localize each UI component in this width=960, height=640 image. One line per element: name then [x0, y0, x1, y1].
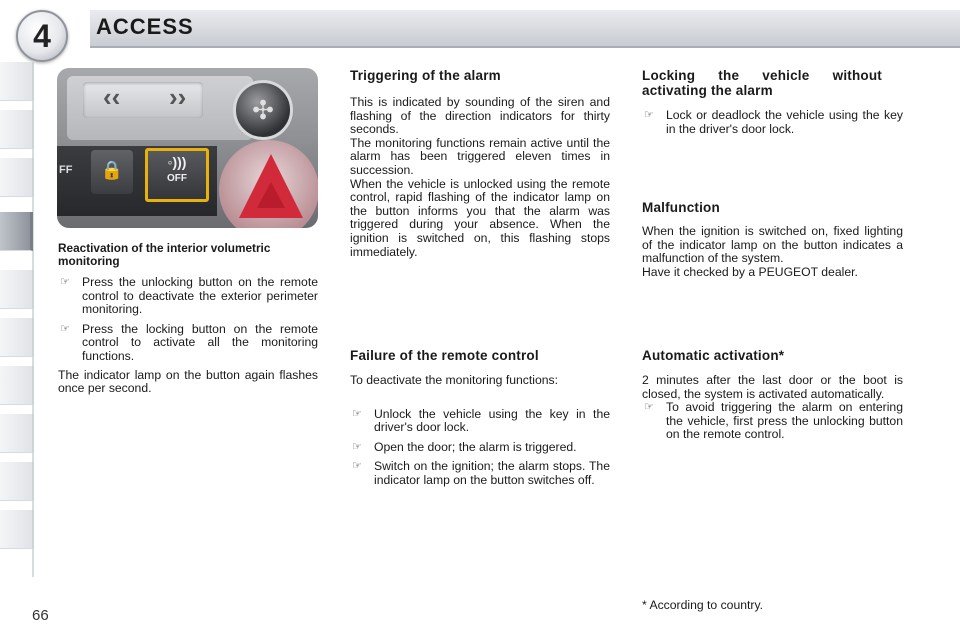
pointing-hand-icon: ☞: [352, 440, 362, 453]
chapter-tab-4-active[interactable]: [0, 212, 33, 251]
chapter-tab-10[interactable]: [0, 510, 34, 549]
malfunction-section: [642, 200, 903, 279]
malfunction-paragraph-1: When the ignition is switched on, fixed lighting of the indicator lamp on the button indicates a malfunction of the system.: [642, 224, 903, 266]
chapter-title: ACCESS: [96, 14, 194, 39]
chapter-tab-2[interactable]: [0, 110, 34, 149]
list-item: [350, 441, 610, 455]
left-arrow-icon: ‹‹: [103, 82, 121, 112]
chapter-tab-1[interactable]: [0, 62, 34, 101]
automatic-activation-section: [642, 348, 903, 442]
footnote: * According to country.: [642, 598, 764, 612]
bullet-text: Open the door; the alarm is triggered.: [374, 439, 577, 454]
alarm-off-label: OFF: [167, 173, 187, 184]
header-bar: [64, 10, 960, 48]
alarm-wave-icon: ◦))): [167, 154, 187, 170]
chapter-tab-9[interactable]: [0, 462, 34, 501]
list-item: [642, 401, 903, 442]
pointing-hand-icon: ☞: [60, 276, 70, 288]
right-arrow-icon: ››: [169, 82, 187, 112]
chapter-tab-3[interactable]: [0, 158, 34, 197]
automatic-activation-paragraph: 2 minutes after the last door or the boot is closed, the system is activated automatically.: [642, 373, 903, 401]
triggering-heading: Triggering of the alarm: [350, 68, 501, 83]
ff-label: FF: [59, 164, 73, 176]
malfunction-heading: Malfunction: [642, 200, 720, 215]
chapter-tab-5[interactable]: [0, 270, 34, 309]
triggering-paragraph-1: This is indicated by sounding of the siren and flashing of the direction indicators for thirty seconds.: [350, 95, 610, 137]
pointing-hand-icon: ☞: [644, 401, 654, 414]
list-item: [350, 408, 610, 435]
pointing-hand-icon: ☞: [60, 322, 70, 335]
fan-icon: ✣: [252, 95, 274, 125]
page-header: [0, 0, 960, 62]
reactivation-section: [58, 242, 318, 396]
malfunction-paragraph-2: Have it checked by a PEUGEOT dealer.: [642, 264, 858, 279]
locking-without-alarm-section: [642, 68, 903, 136]
dashboard-photo: [57, 68, 318, 228]
bullet-text: Press the unlocking button on the remote control to deactivate the exterior perimeter monitoring.: [82, 275, 318, 317]
list-item: [642, 109, 903, 136]
reactivation-note: The indicator lamp on the button again flashes once per second.: [58, 367, 318, 396]
bullet-text: Unlock the vehicle using the key in the driver's door lock.: [374, 406, 610, 435]
reactivation-heading: Reactivation of the interior volumetric monitoring: [58, 241, 271, 268]
bullet-text: To avoid triggering the alarm on entering the vehicle, first press the unlocking button on the remote control.: [666, 400, 903, 442]
pointing-hand-icon: ☞: [352, 407, 362, 420]
remote-failure-intro: To deactivate the monitoring functions:: [350, 373, 558, 387]
lock-button: [91, 150, 133, 194]
triggering-paragraph-3: When the vehicle is unlocked using the remote control, rapid flashing of the indicator lamp on the button informs you that the alarm was triggered during your absence. When the ignition is switched on, this flashing stops immediately.: [350, 176, 610, 259]
pointing-hand-icon: ☞: [644, 109, 654, 121]
list-item: [58, 276, 318, 317]
chapter-tab-6[interactable]: [0, 318, 34, 357]
chapter-tab-7[interactable]: [0, 366, 34, 405]
locking-heading: Locking the vehicle without activating the alarm: [642, 68, 882, 98]
alarm-off-button: [145, 148, 209, 202]
triggering-section: [350, 68, 610, 259]
list-item: [350, 460, 610, 487]
bullet-text: Switch on the ignition; the alarm stops. The indicator lamp on the button switches off.: [374, 459, 610, 487]
fan-knob: [233, 80, 293, 140]
page-number: 66: [32, 607, 49, 624]
chapter-number-badge: 4: [16, 10, 68, 62]
remote-failure-heading: Failure of the remote control: [350, 348, 539, 363]
bullet-text: Lock or deadlock the vehicle using the key in the driver's door lock.: [666, 108, 903, 136]
automatic-activation-heading: Automatic activation*: [642, 348, 785, 363]
bullet-text: Press the locking button on the remote control to activate all the monitoring functions.: [82, 321, 318, 363]
triggering-paragraph-2: The monitoring functions remain active until the alarm has been triggered eleven times in succession.: [350, 135, 610, 177]
chapter-tab-8[interactable]: [0, 414, 34, 453]
list-item: [58, 323, 318, 364]
lock-icon: 🔒: [100, 160, 124, 180]
pointing-hand-icon: ☞: [352, 460, 362, 473]
chapter-tabs: [0, 62, 38, 582]
remote-failure-section: [350, 348, 610, 488]
